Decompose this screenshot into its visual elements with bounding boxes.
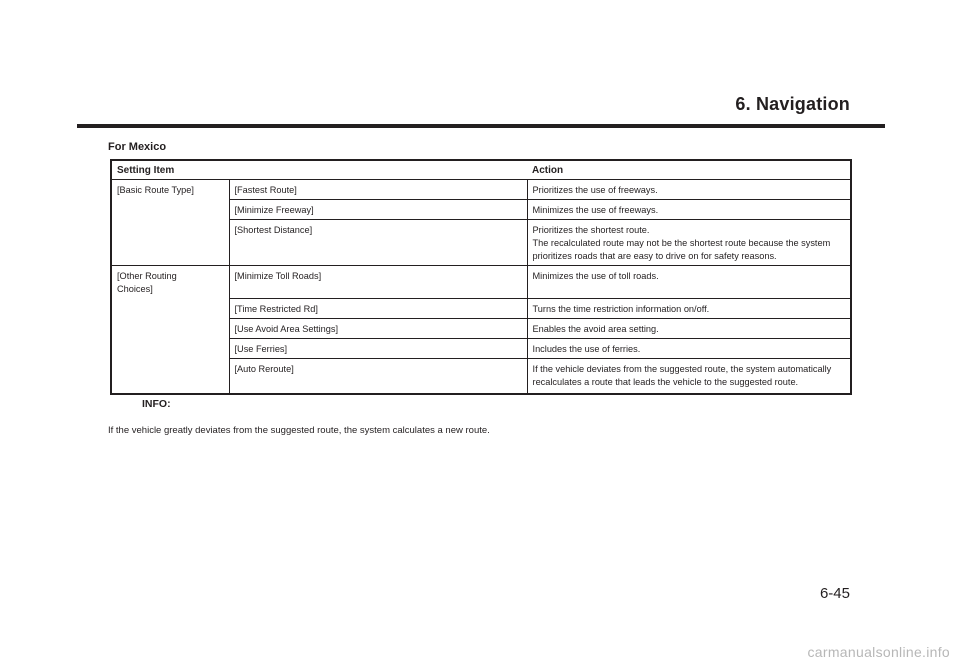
setting-item: [Minimize Freeway]: [229, 200, 527, 220]
setting-item: [Time Restricted Rd]: [229, 299, 527, 319]
table-header-row: [111, 160, 851, 180]
setting-action: Enables the avoid area setting.: [527, 319, 851, 339]
setting-action: Turns the time restriction information on/off.: [527, 299, 851, 319]
setting-action: Includes the use of ferries.: [527, 339, 851, 359]
header-setting-item: Setting Item: [111, 160, 527, 180]
watermark: carmanualsonline.info: [807, 644, 950, 660]
info-text: If the vehicle greatly deviates from the suggested route, the system calculates a new route.: [108, 425, 490, 436]
chapter-title: 6. Navigation: [735, 94, 850, 114]
setting-item: [Use Ferries]: [229, 339, 527, 359]
section-title: For Mexico: [108, 141, 167, 153]
setting-item: [Auto Reroute]: [229, 359, 527, 395]
header-rule: [77, 124, 885, 128]
settings-table: [110, 159, 852, 395]
table-row: [111, 266, 851, 299]
setting-item: [Minimize Toll Roads]: [229, 266, 527, 299]
setting-item: [Fastest Route]: [229, 180, 527, 200]
setting-action: Minimizes the use of toll roads.: [527, 266, 851, 299]
group-label-basic-route-type: [Basic Route Type]: [111, 180, 229, 266]
page-number: 6-45: [819, 585, 850, 602]
setting-action: Prioritizes the use of freeways.: [532, 185, 658, 195]
setting-action: Prioritizes the shortest route. The recalculated route may not be the shortest route because the system prioritizes roads that are easy to drive on for safety reasons.: [527, 220, 851, 266]
table-row: [111, 180, 851, 200]
group-label-other-routing-choices: [Other Routing Choices]: [111, 266, 229, 395]
info-label: INFO:: [142, 398, 171, 410]
setting-action: Minimizes the use of freeways.: [527, 200, 851, 220]
header-action: Action: [527, 160, 851, 180]
setting-item: [Use Avoid Area Settings]: [229, 319, 527, 339]
setting-action: If the vehicle deviates from the suggested route, the system automatically recalculates a route that leads the vehicle to the suggested route.: [527, 359, 851, 395]
setting-item: [Shortest Distance]: [229, 220, 527, 266]
